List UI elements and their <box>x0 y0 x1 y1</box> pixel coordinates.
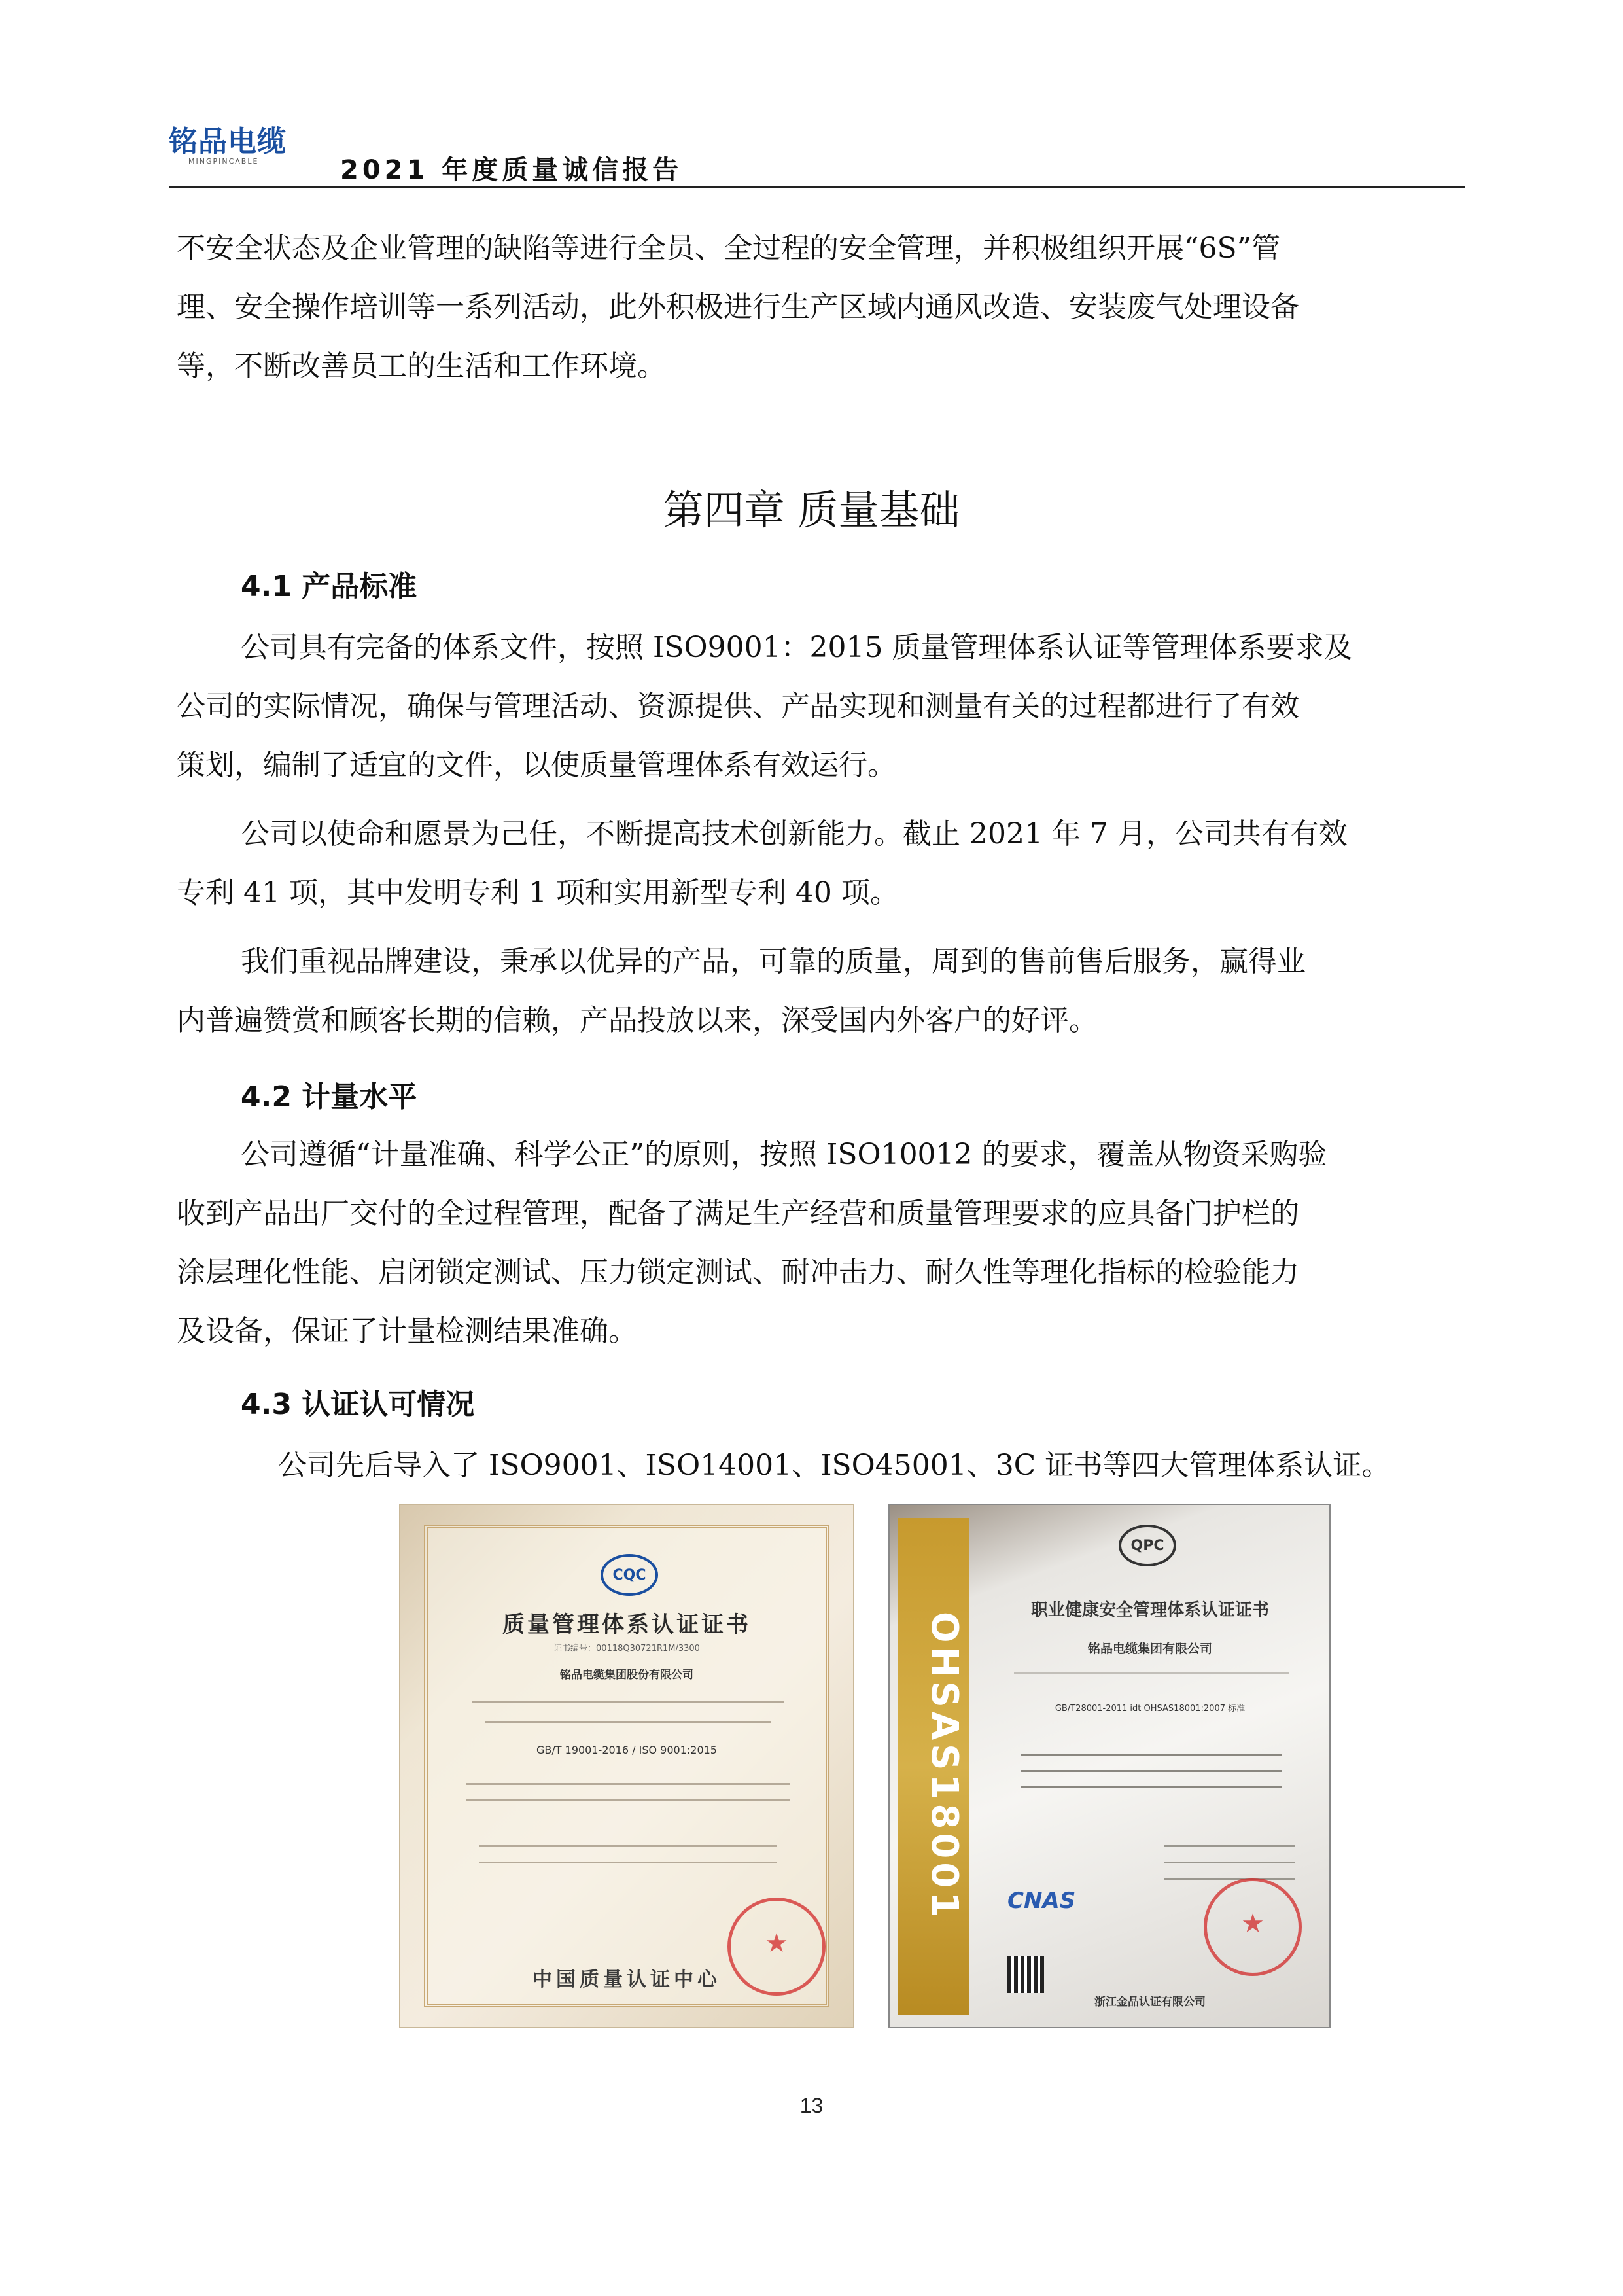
s42-line-2: 收到产品出厂交付的全过程管理，配备了满足生产经营和质量管理要求的应具备门护栏的 <box>177 1197 1299 1230</box>
s41-p1-line-1: 公司具有完备的体系文件，按照 ISO9001：2015 质量管理体系认证等管理体系要求及 <box>241 631 1353 664</box>
s41-p2-line-2: 专利 41 项，其中发明专利 1 项和实用新型专利 40 项。 <box>177 876 899 910</box>
text-line <box>472 1701 784 1703</box>
certificate-photo-ohsas18001 <box>888 1504 1331 2028</box>
certificate-left-number: 证书编号：00118Q30721R1M/3300 <box>553 1644 700 1653</box>
gold-side-stripe <box>898 1518 969 2015</box>
s43-line-1: 公司先后导入了 ISO9001、ISO14001、ISO45001、3C 证书等四大管理体系认证。 <box>278 1449 1391 1482</box>
company-logo <box>169 111 326 177</box>
s42-line-3: 涂层理化性能、启闭锁定测试、压力锁定测试、耐冲击力、耐久性等理化指标的检验能力 <box>177 1256 1299 1289</box>
certificate-left-company: 铭品电缆集团股份有限公司 <box>560 1669 693 1682</box>
intro-line-3: 等，不断改善员工的生活和工作环境。 <box>177 349 666 383</box>
cnas-logo-icon: CNAS <box>1007 1888 1076 1914</box>
text-line <box>1021 1754 1282 1756</box>
certificate-right-title: 职业健康安全管理体系认证证书 <box>1030 1600 1269 1620</box>
s42-line-4: 及设备，保证了计量检测结果准确。 <box>177 1315 637 1348</box>
s42-line-1: 公司遵循“计量准确、科学公正”的原则，按照 ISO10012 的要求，覆盖从物资采购验 <box>241 1138 1327 1171</box>
s41-p1-line-2: 公司的实际情况，确保与管理活动、资源提供、产品实现和测量有关的过程都进行了有效 <box>177 690 1299 723</box>
certificate-left-issuer: 中国质量认证中心 <box>532 1968 721 1991</box>
certificate-right-standard: GB/T28001-2011 idt OHSAS18001:2007 标准 <box>1055 1704 1246 1714</box>
s41-p1-line-3: 策划，编制了适宜的文件，以使质量管理体系有效运行。 <box>177 749 896 782</box>
report-title: 2021 年度质量诚信报告 <box>340 155 683 185</box>
cqc-logo-icon: CQC <box>601 1554 658 1596</box>
s41-p2-line-1: 公司以使命和愿景为己任，不断提高技术创新能力。截止 2021 年 7 月，公司共有有效 <box>241 817 1348 851</box>
red-seal-icon <box>1204 1878 1302 1976</box>
text-line <box>479 1862 777 1863</box>
page-number: 13 <box>799 2094 824 2117</box>
certificate-left-standard: GB/T 19001-2016 / ISO 9001:2015 <box>536 1744 717 1756</box>
text-line <box>466 1799 790 1801</box>
certificate-left-title: 质量管理体系认证证书 <box>502 1612 751 1638</box>
qr-code-icon <box>1007 1956 1044 1993</box>
section-4-2-heading: 4.2 计量水平 <box>241 1080 417 1114</box>
section-4-1-heading: 4.1 产品标准 <box>241 570 417 603</box>
text-line <box>1164 1862 1295 1863</box>
text-line <box>479 1845 777 1847</box>
chapter-title: 第四章 质量基础 <box>663 486 960 534</box>
qpc-logo-icon: QPC <box>1119 1525 1176 1566</box>
intro-line-1: 不安全状态及企业管理的缺陷等进行全员、全过程的安全管理，并积极组织开展“6S”管 <box>177 232 1281 265</box>
header-divider <box>169 186 1465 188</box>
text-line <box>1164 1845 1295 1847</box>
stripe-label: OHSAS18001 <box>923 1612 966 1922</box>
text-line <box>466 1783 790 1785</box>
certificate-right-issuer: 浙江金品认证有限公司 <box>1094 1996 1206 2009</box>
section-4-3-heading: 4.3 认证认可情况 <box>241 1388 475 1421</box>
s41-p3-line-2: 内普遍赞赏和顾客长期的信赖，产品投放以来，深受国内外客户的好评。 <box>177 1004 1098 1037</box>
text-line <box>1021 1770 1282 1772</box>
logo-text: 铭品电缆 <box>169 125 287 158</box>
certificate-photo-iso9001 <box>399 1504 854 2028</box>
text-line <box>1021 1786 1282 1788</box>
certificate-right-company: 铭品电缆集团有限公司 <box>1087 1642 1212 1656</box>
text-line <box>485 1721 771 1723</box>
logo-subtext: MINGPINCABLE <box>188 157 259 166</box>
text-line <box>1014 1672 1289 1674</box>
s41-p3-line-1: 我们重视品牌建设，秉承以优异的产品，可靠的质量，周到的售前售后服务，赢得业 <box>241 945 1306 978</box>
text-line <box>1164 1878 1295 1880</box>
intro-line-2: 理、安全操作培训等一系列活动，此外积极进行生产区域内通风改造、安装废气处理设备 <box>177 291 1299 324</box>
